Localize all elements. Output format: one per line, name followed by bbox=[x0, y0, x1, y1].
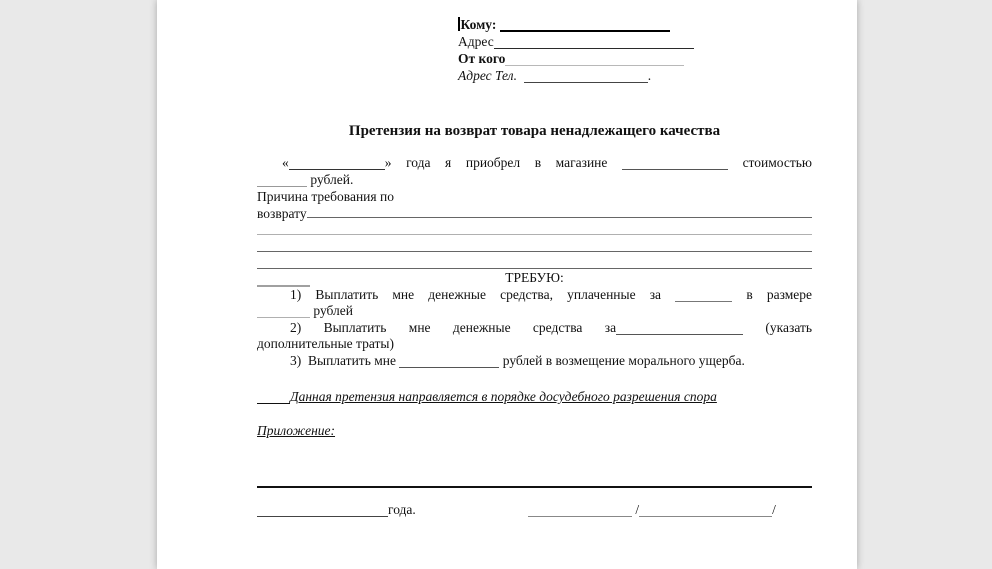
attachment-label: Приложение: bbox=[257, 423, 336, 438]
tel-period: . bbox=[647, 68, 652, 83]
item-1-line2: рублей bbox=[313, 303, 354, 318]
blank-recipient[interactable] bbox=[500, 30, 670, 32]
reason-word: возврату bbox=[257, 206, 307, 221]
demand-item-3 bbox=[257, 352, 812, 369]
blank-reason-3[interactable] bbox=[257, 251, 812, 252]
signature-separator-rule bbox=[257, 486, 812, 488]
blank-store-item[interactable] bbox=[622, 169, 728, 170]
date-word: года. bbox=[388, 502, 416, 517]
demand-heading: ТРЕБУЮ: bbox=[505, 270, 564, 285]
text-caret bbox=[458, 17, 460, 31]
item-2-text-end: (указать bbox=[765, 320, 813, 335]
item-3-number: 3) bbox=[290, 353, 302, 368]
recipient-line bbox=[458, 16, 712, 33]
demand-item-1-wrap bbox=[257, 302, 812, 319]
demand-item-2 bbox=[257, 319, 812, 336]
rubles-text: рублей. bbox=[310, 172, 354, 187]
item-1-number: 1) bbox=[290, 287, 302, 302]
recipient-block bbox=[458, 16, 712, 84]
blank-reason-2[interactable] bbox=[257, 234, 812, 235]
quote-open: « bbox=[282, 155, 289, 170]
document-page[interactable] bbox=[157, 0, 857, 569]
item-3-text-end: рублей в возмещение морального ущерба. bbox=[502, 353, 745, 368]
blank-signature[interactable] bbox=[528, 516, 632, 517]
item-2-line2: дополнительные траты) bbox=[257, 336, 394, 351]
recipient-address-line bbox=[458, 33, 712, 50]
document-content bbox=[257, 0, 812, 569]
demand-item-1 bbox=[257, 286, 812, 303]
blank-sender[interactable] bbox=[505, 65, 684, 66]
pretrial-note-line bbox=[257, 388, 812, 405]
item-1-text: Выплатить мне денежные средства, уплаченные за bbox=[315, 287, 662, 302]
blank-pretrial-lead[interactable] bbox=[257, 403, 290, 404]
reason-text: Причина требования по bbox=[257, 189, 394, 204]
demand-heading-line bbox=[257, 269, 812, 286]
item-1-text-end: в размере bbox=[746, 287, 812, 302]
attachment-line bbox=[257, 422, 812, 439]
blank-purchase-date[interactable] bbox=[289, 169, 385, 170]
demand-item-2-wrap bbox=[257, 335, 812, 352]
blank-moral-damages[interactable] bbox=[399, 367, 499, 368]
address-label: Адрес bbox=[458, 34, 494, 49]
slash-2: / bbox=[772, 502, 776, 517]
blank-sign-date[interactable] bbox=[257, 516, 388, 517]
pretrial-note: Данная претензия направляется в порядке досудебного разрешения спора bbox=[290, 389, 717, 404]
reason-line-1 bbox=[257, 188, 812, 205]
item-2-text: Выплатить мне денежные средства за bbox=[323, 320, 617, 335]
purchase-text: » года я приобрел в магазине bbox=[384, 155, 608, 170]
to-label: Кому: bbox=[460, 17, 497, 32]
purchase-line bbox=[257, 154, 812, 171]
blank-sender-tel[interactable] bbox=[524, 82, 648, 83]
blank-amount-rubles[interactable] bbox=[257, 317, 310, 318]
sender-tel-line bbox=[458, 67, 712, 84]
slash-1: / bbox=[635, 502, 640, 517]
item-3-text: Выплатить мне bbox=[308, 353, 396, 368]
from-label: От кого bbox=[458, 51, 506, 66]
rubles-line bbox=[257, 171, 812, 188]
signature-group bbox=[528, 501, 776, 518]
address-tel-label: Адрес Тел. bbox=[458, 68, 517, 83]
blank-reason-1[interactable] bbox=[307, 217, 812, 218]
signature-line bbox=[257, 501, 812, 518]
cost-word: стоимостью bbox=[742, 155, 813, 170]
document-title: Претензия на возврат товара ненадлежащего качества bbox=[348, 123, 721, 139]
blank-signature-name[interactable] bbox=[639, 516, 772, 517]
item-2-number: 2) bbox=[290, 320, 302, 335]
sender-line bbox=[458, 50, 712, 67]
reason-line-2 bbox=[257, 205, 812, 222]
blank-cost[interactable] bbox=[257, 186, 307, 187]
blank-recipient-address[interactable] bbox=[494, 48, 694, 49]
